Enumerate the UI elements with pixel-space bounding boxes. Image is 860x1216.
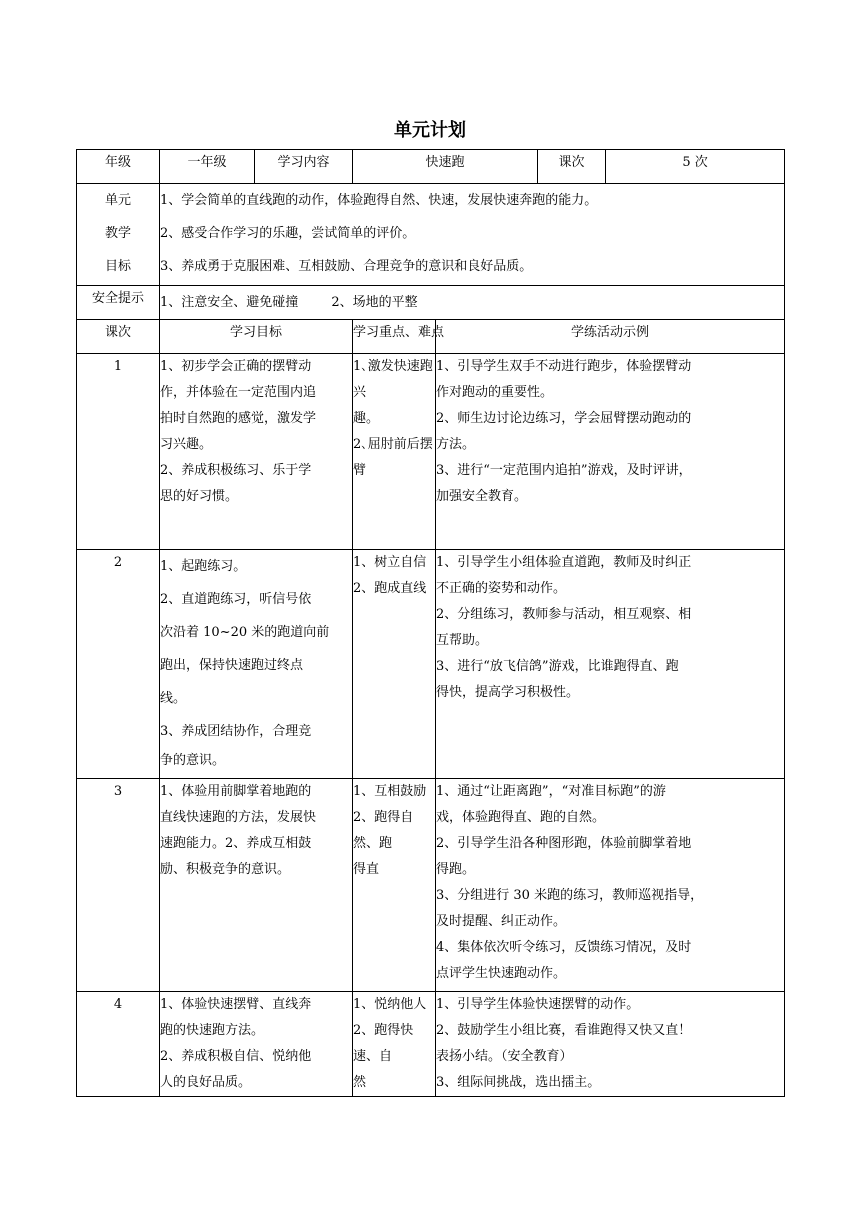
text-line: 方法。 — [436, 437, 476, 452]
text-line: 2、跑得快速、自 — [353, 1023, 414, 1064]
text-line: 思的好习惯。 — [160, 489, 239, 504]
text-line: 次沿着 10~20 米的跑道向前 — [160, 625, 330, 640]
content-label: 学习内容 — [255, 150, 353, 184]
lesson-number: 1 — [77, 354, 160, 550]
text-line: 不正确的姿势和动作。 — [436, 581, 567, 596]
text-line: 1、体验快速摆臂、直线奔 — [160, 997, 312, 1012]
text-line: 速跑能力。2、养成互相鼓 — [160, 836, 312, 851]
text-line: 3、进行“一定范围内追拍”游戏，及时评讲， — [436, 463, 692, 478]
columns-header-row — [77, 320, 785, 354]
lesson-goals — [160, 354, 353, 550]
text-line: 2、养成积极练习、乐于学 — [160, 463, 312, 478]
lesson-focus — [353, 354, 436, 550]
text-line: 2、鼓励学生小组比赛，看谁跑得又快又直！ — [436, 1023, 692, 1038]
text-line: 1､激发快速跑兴 — [353, 359, 433, 400]
unit-goals-label — [77, 184, 160, 286]
text-line: 3、组际间挑战，选出擂主。 — [436, 1075, 601, 1090]
lesson-number: 2 — [77, 550, 160, 779]
text-line: 习兴趣。 — [160, 437, 213, 452]
column-lesson-no: 课次 — [77, 320, 160, 354]
unit-goal-item: 2、感受合作学习的乐趣，尝试简单的评价。 — [160, 226, 416, 241]
unit-goal-item: 3、养成勇于克服困难、互相鼓励、合理竞争的意识和良好品质。 — [160, 259, 533, 274]
unit-goal-item: 1、学会简单的直线跑的动作，体验跑得自然、快速，发展快速奔跑的能力。 — [160, 193, 598, 208]
column-goals: 学习目标 — [160, 320, 353, 354]
text-line: 1、引导学生小组体验直道跑，教师及时纠正 — [436, 555, 692, 570]
text-line: 1、起跑练习。 — [160, 559, 247, 574]
text-line: 1、互相鼓励 — [353, 784, 427, 799]
lesson-activities — [436, 354, 785, 550]
text-line: 励、积极竞争的意识。 — [160, 862, 291, 877]
lesson-activities — [436, 550, 785, 779]
lesson-focus — [353, 992, 436, 1097]
lesson-goals — [160, 992, 353, 1097]
text-line: 1、树立自信 — [353, 555, 427, 570]
text-line: 2､屈肘前后摆臂 — [353, 437, 433, 478]
lessons-value: 5 次 — [606, 150, 785, 184]
page-title: 单元计划 — [394, 120, 466, 141]
text-line: 然 — [353, 1075, 367, 1090]
column-focus: 学习重点、难点 — [353, 320, 436, 354]
text-line: 2、跑成直线 — [353, 581, 427, 596]
lesson-goals — [160, 550, 353, 779]
lesson-row — [77, 550, 785, 779]
lesson-row — [77, 354, 785, 550]
text-line: 争的意识。 — [160, 753, 226, 768]
lesson-activities — [436, 779, 785, 992]
text-line: 互帮助。 — [436, 633, 489, 648]
text-line: 1、初步学会正确的摆臂动 — [160, 359, 312, 374]
text-line: 3、养成团结协作，合理竞 — [160, 724, 312, 739]
lesson-activities — [436, 992, 785, 1097]
lesson-focus — [353, 779, 436, 992]
unit-goals-row — [77, 184, 785, 286]
text-line: 2、引导学生沿各种图形跑，体验前脚掌着地 — [436, 836, 692, 851]
text-line: 作对跑动的重要性。 — [436, 385, 554, 400]
text-line: 2、直道跑练习，听信号依 — [160, 592, 312, 607]
text-line: 拍时自然跑的感觉，激发学 — [160, 411, 317, 426]
text-line: 2、分组练习，教师参与活动，相互观察、相 — [436, 607, 692, 622]
text-line: 2、养成积极自信、悦纳他 — [160, 1049, 312, 1064]
text-line: 人的良好品质。 — [160, 1075, 252, 1090]
text-line: 跑出，保持快速跑过终点 — [160, 658, 304, 673]
text-line: 3、分组进行 30 米跑的练习，教师巡视指导， — [436, 888, 704, 903]
unit-goals-label-line: 单元 — [104, 193, 131, 208]
lesson-number: 3 — [77, 779, 160, 992]
lessons-label: 课次 — [538, 150, 606, 184]
safety-row — [77, 286, 785, 320]
lesson-row — [77, 779, 785, 992]
safety-value: 1、注意安全、避免碰撞 2、场地的平整 — [160, 286, 785, 320]
text-line: 2、师生边讨论边练习，学会屈臂摆动跑动的 — [436, 411, 692, 426]
text-line: 1、引导学生双手不动进行跑步，体验摆臂动 — [436, 359, 692, 374]
text-line: 得快，提高学习积极性。 — [436, 685, 580, 700]
text-line: 趣。 — [353, 411, 380, 426]
text-line: 1、通过“让距离跑”，“对准目标跑”的游 — [436, 784, 666, 799]
unit-goals-label-line: 目标 — [104, 259, 131, 274]
text-line: 得直 — [353, 862, 380, 877]
text-line: 线。 — [160, 691, 187, 706]
lesson-goals — [160, 779, 353, 992]
grade-label: 年级 — [77, 150, 160, 184]
text-line: 1、悦纳他人 — [353, 997, 427, 1012]
column-activities: 学练活动示例 — [436, 320, 785, 354]
text-line: 4、集体依次听令练习，反馈练习情况，及时 — [436, 940, 692, 955]
unit-plan-table — [76, 149, 785, 1097]
text-line: 加强安全教育。 — [436, 489, 528, 504]
unit-goals-content — [160, 184, 785, 286]
text-line: 点评学生快速跑动作。 — [436, 966, 567, 981]
text-line: 跑的快速跑方法。 — [160, 1023, 265, 1038]
safety-label: 安全提示 — [77, 286, 160, 320]
header-row — [77, 150, 785, 184]
lesson-number: 4 — [77, 992, 160, 1097]
text-line: 2、跑得自然、跑 — [353, 810, 414, 851]
text-line: 表扬小结。（安全教育） — [436, 1049, 573, 1064]
unit-goals-label-line: 教学 — [104, 226, 131, 241]
lesson-row — [77, 992, 785, 1097]
text-line: 及时提醒、纠正动作。 — [436, 914, 567, 929]
text-line: 3、进行“放飞信鸽”游戏，比谁跑得直、跑 — [436, 659, 679, 674]
lesson-focus — [353, 550, 436, 779]
text-line: 得跑。 — [436, 862, 476, 877]
grade-value: 一年级 — [160, 150, 255, 184]
content-value: 快速跑 — [353, 150, 538, 184]
text-line: 1、引导学生体验快速摆臂的动作。 — [436, 997, 640, 1012]
text-line: 直线快速跑的方法，发展快 — [160, 810, 317, 825]
text-line: 戏，体验跑得直、跑的自然。 — [436, 810, 606, 825]
text-line: 作，并体验在一定范围内追 — [160, 385, 317, 400]
text-line: 1、体验用前脚掌着地跑的 — [160, 784, 312, 799]
